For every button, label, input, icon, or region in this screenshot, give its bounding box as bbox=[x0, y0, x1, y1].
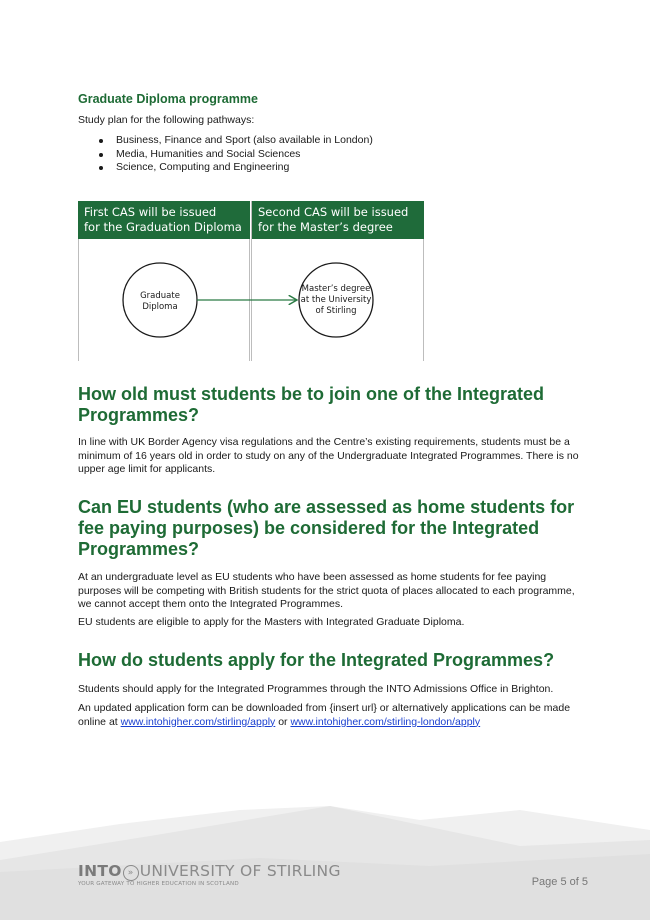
eu-heading: Can EU students (who are assessed as home students for fee paying purposes) be considered for the Integrated Programmes? bbox=[78, 497, 575, 559]
list-item: Media, Humanities and Social Sciences bbox=[78, 148, 373, 162]
logo-tagline: YOUR GATEWAY TO HIGHER EDUCATION IN SCOTLAND bbox=[78, 881, 239, 887]
apply-paragraph-1: Students should apply for the Integrated Programmes through the INTO Admissions Office in Brighton. bbox=[78, 683, 554, 695]
left-node-line2: Diploma bbox=[142, 302, 178, 312]
right-node-line1: Master’s degree bbox=[301, 284, 371, 294]
cas-diagram bbox=[78, 201, 424, 361]
logo-chevron-icon: » bbox=[123, 865, 139, 881]
apply-heading: How do students apply for the Integrated Programmes? bbox=[78, 650, 555, 670]
logo-into: INTO bbox=[78, 862, 122, 880]
diagram-graphic bbox=[78, 201, 424, 361]
into-stirling-logo bbox=[78, 862, 341, 881]
list-item: Business, Finance and Sport (also available in London) bbox=[78, 134, 373, 148]
first-cas-header-line2: for the Graduation Diploma bbox=[84, 220, 242, 234]
left-node-line1: Graduate bbox=[140, 291, 180, 301]
age-heading: How old must students be to join one of the Integrated Programmes? bbox=[78, 384, 544, 425]
page-number: Page 5 of 5 bbox=[531, 876, 588, 888]
apply-paragraph-2 bbox=[78, 702, 588, 729]
second-cas-header-line2: for the Master’s degree bbox=[258, 220, 393, 234]
right-node-line2: at the University bbox=[300, 295, 372, 305]
age-paragraph: In line with UK Border Agency visa regulations and the Centre’s existing requirements, students must be a minimum of 16 years old in order to study on any of the Undergraduate Integrated Programmes. There is no upper age limit for applicants. bbox=[78, 436, 579, 475]
list-item: Science, Computing and Engineering bbox=[78, 161, 373, 175]
graduate-diploma-heading: Graduate Diploma programme bbox=[78, 92, 258, 106]
first-cas-header-line1: First CAS will be issued bbox=[84, 205, 217, 219]
right-node-line3: of Stirling bbox=[315, 306, 357, 316]
study-plan-intro: Study plan for the following pathways: bbox=[78, 114, 255, 126]
eu-paragraph-1: At an undergraduate level as EU students who have been assessed as home students for fee paying purposes will be competing with British students for the strict quota of places allocated to each programme, we cannot accept them onto the Integrated Programmes. bbox=[78, 571, 575, 610]
second-cas-header-line1: Second CAS will be issued bbox=[258, 205, 409, 219]
eu-paragraph-2: EU students are eligible to apply for the Masters with Integrated Graduate Diploma. bbox=[78, 616, 465, 628]
link-connector: or bbox=[275, 715, 291, 728]
apply-paragraph-2-text: An updated application form can be downloaded from {insert url} or alternatively applications can be made online at bbox=[78, 702, 571, 728]
logo-university: UNIVERSITY OF STIRLING bbox=[139, 862, 341, 880]
stirling-apply-link[interactable]: www.intohigher.com/stirling/apply bbox=[120, 715, 276, 728]
stirling-london-apply-link[interactable]: www.intohigher.com/stirling-london/apply bbox=[290, 715, 481, 728]
footer-background bbox=[0, 780, 650, 920]
pathway-list bbox=[78, 134, 373, 175]
